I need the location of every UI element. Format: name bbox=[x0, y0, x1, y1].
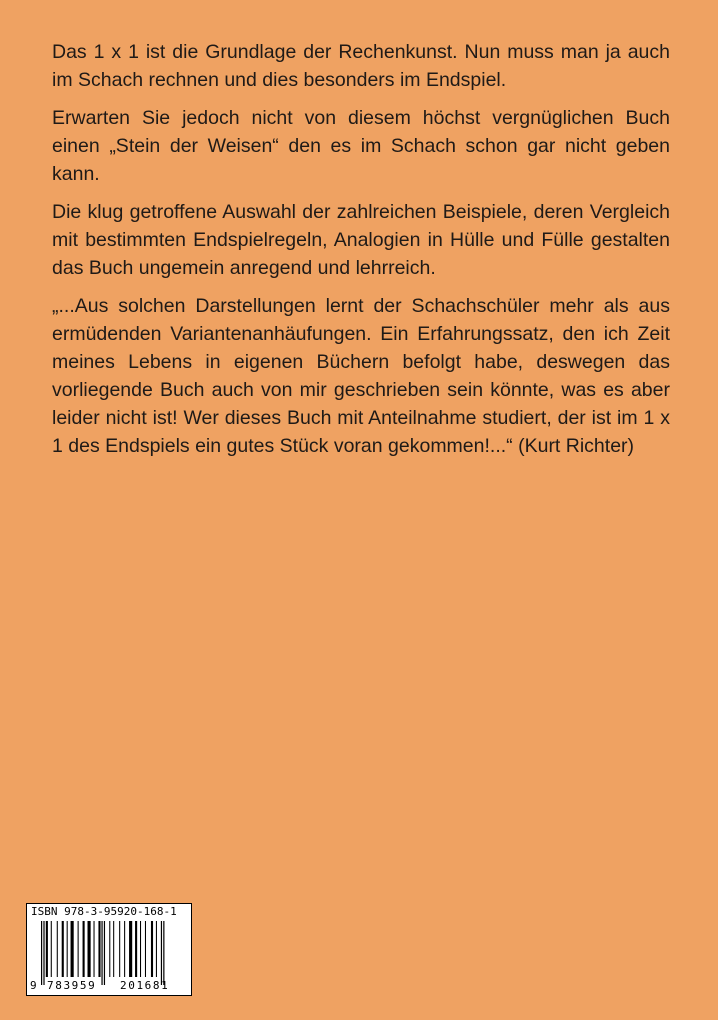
barcode-bar bbox=[140, 921, 141, 977]
barcode-bar bbox=[124, 921, 125, 977]
paragraph-examples: Die klug getroffene Auswahl der zahlreichen Beispiele, deren Vergleich mit bestimmten Endspielregeln, Analogien in Hülle und Fülle gestalten das Buch ungemein anregend und lehrreich. bbox=[52, 201, 670, 279]
ean-first-digit: 9 bbox=[30, 979, 37, 992]
barcode-bar bbox=[98, 921, 100, 977]
barcode-bar bbox=[46, 921, 48, 977]
barcode-bar bbox=[51, 921, 52, 977]
isbn-barcode bbox=[26, 903, 192, 996]
isbn-label: ISBN 978-3-95920-168-1 bbox=[31, 905, 177, 918]
barcode-bar bbox=[101, 921, 102, 985]
barcode-bar bbox=[57, 921, 58, 977]
paragraph-intro: Das 1 x 1 ist die Grundlage der Rechenkunst. Nun muss man ja auch im Schach rechnen und dies besonders im Endspiel. bbox=[52, 41, 670, 91]
barcode-bar bbox=[88, 921, 91, 977]
ean-right-group: 201681 bbox=[120, 979, 170, 992]
barcode-bar bbox=[78, 921, 79, 977]
barcode-bar bbox=[129, 921, 132, 977]
barcode-bar bbox=[43, 921, 44, 985]
barcode-bar bbox=[135, 921, 137, 977]
barcode-bar bbox=[113, 921, 114, 977]
barcode-bar bbox=[67, 921, 68, 977]
barcode-bar bbox=[62, 921, 64, 977]
back-cover-blurb bbox=[52, 38, 670, 460]
barcode-bar bbox=[151, 921, 153, 977]
quote-text: „...Aus solchen Darstellungen lernt der Schachschüler mehr als aus ermüdenden Variantenanhäufungen. Ein Erfahrungssatz, den ich Zeit meines Lebens in eigenen Büchern befolgt habe, deswegen das vorliegende Buch auch von mir geschrieben sein könnte, was es aber leider nicht ist! Wer dieses Buch mit Anteilnahme studiert, der ist im 1 x 1 des Endspiels ein gutes Stück voran gekommen!...“ bbox=[52, 295, 670, 457]
barcode-bar bbox=[94, 921, 95, 977]
barcode-bar bbox=[41, 921, 42, 985]
quote-attribution: (Kurt Richter) bbox=[518, 435, 635, 457]
barcode-bar bbox=[83, 921, 85, 977]
barcode-bar bbox=[104, 921, 105, 985]
barcode-bar bbox=[156, 921, 157, 977]
barcode-bar bbox=[71, 921, 74, 977]
barcode-bar bbox=[161, 921, 162, 985]
paragraph-expectation: Erwarten Sie jedoch nicht von diesem höchst vergnüglichen Buch einen „Stein der Weisen“ den es im Schach schon gar nicht geben kann. bbox=[52, 107, 670, 185]
ean-left-group: 783959 bbox=[47, 979, 97, 992]
barcode-bar bbox=[163, 921, 164, 985]
quote-paragraph bbox=[52, 292, 670, 460]
barcode-bar bbox=[119, 921, 120, 977]
barcode-bars bbox=[31, 921, 187, 985]
barcode-bar bbox=[145, 921, 146, 977]
barcode-bar bbox=[109, 921, 110, 977]
